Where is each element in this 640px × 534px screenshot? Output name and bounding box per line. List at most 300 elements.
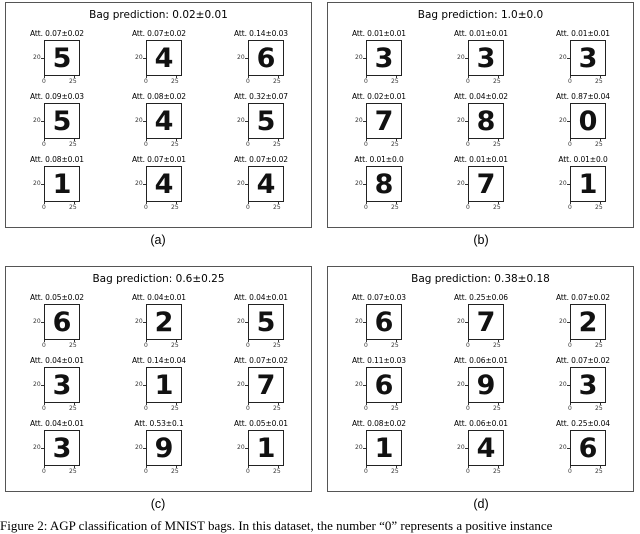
tickmark-x25	[498, 340, 499, 342]
digit-image	[44, 430, 80, 466]
attention-weight-label: Att. 0.11±0.03	[352, 356, 406, 365]
digit-glyph: 6	[374, 369, 394, 401]
tickmark-x0	[44, 466, 45, 468]
digit-image	[146, 166, 182, 202]
x-tick-label-0: 0	[364, 141, 368, 148]
x-tick-label-25: 25	[171, 141, 179, 148]
instance-cell	[210, 92, 312, 155]
tickmark-x0	[570, 466, 571, 468]
x-tick-label-25: 25	[273, 204, 281, 211]
bag-prediction-title: Bag prediction: 0.02±0.01	[89, 9, 228, 21]
x-tick-label-25: 25	[69, 342, 77, 349]
tickmark-x0	[146, 202, 147, 204]
x-tick-label-0: 0	[144, 342, 148, 349]
instance-cell	[108, 419, 210, 482]
tickmark-x0	[570, 340, 571, 342]
tickmark-y	[143, 385, 146, 386]
x-tick-label-0: 0	[466, 468, 470, 475]
x-tick-label-25: 25	[69, 468, 77, 475]
tickmark-x25	[74, 202, 75, 204]
digit-image	[570, 40, 606, 76]
x-tick-label-0: 0	[144, 204, 148, 211]
digit-image	[146, 103, 182, 139]
tickmark-x25	[176, 202, 177, 204]
tickmark-y	[245, 385, 248, 386]
instance-cell	[430, 92, 532, 155]
attention-weight-label: Att. 0.01±0.0	[558, 155, 608, 164]
tickmark-y	[143, 322, 146, 323]
tickmark-y	[245, 121, 248, 122]
y-tick-label: 20	[33, 444, 41, 451]
instance-cell	[328, 92, 430, 155]
tickmark-y	[567, 184, 570, 185]
tickmark-x25	[396, 76, 397, 78]
tickmark-y	[41, 385, 44, 386]
tickmark-x0	[468, 466, 469, 468]
x-tick-label-25: 25	[595, 204, 603, 211]
instance-cell	[210, 155, 312, 218]
tickmark-x0	[146, 139, 147, 141]
x-tick-label-25: 25	[493, 468, 501, 475]
x-tick-label-25: 25	[69, 405, 77, 412]
instance-cell	[532, 155, 634, 218]
tickmark-x0	[146, 340, 147, 342]
tickmark-x25	[278, 403, 279, 405]
tickmark-x0	[248, 202, 249, 204]
digit-glyph: 9	[154, 432, 174, 464]
digit-image	[570, 430, 606, 466]
instance-cell	[6, 92, 108, 155]
tickmark-y	[465, 385, 468, 386]
attention-weight-label: Att. 0.01±0.01	[352, 29, 406, 38]
tickmark-x0	[44, 139, 45, 141]
attention-weight-label: Att. 0.01±0.01	[556, 29, 610, 38]
x-tick-label-25: 25	[69, 78, 77, 85]
tickmark-x0	[366, 202, 367, 204]
tickmark-x0	[146, 466, 147, 468]
x-tick-label-25: 25	[391, 141, 399, 148]
subfigure-label-a: (a)	[150, 233, 166, 247]
digit-glyph: 7	[476, 306, 496, 338]
tickmark-x0	[570, 139, 571, 141]
instance-cell	[430, 155, 532, 218]
digit-glyph: 2	[154, 306, 174, 338]
x-tick-label-0: 0	[364, 468, 368, 475]
tickmark-x0	[44, 340, 45, 342]
tickmark-x0	[366, 403, 367, 405]
x-tick-label-25: 25	[493, 78, 501, 85]
attention-weight-label: Att. 0.07±0.03	[352, 293, 406, 302]
tickmark-x25	[74, 403, 75, 405]
digit-glyph: 6	[578, 432, 598, 464]
digit-glyph: 3	[52, 369, 72, 401]
x-tick-label-25: 25	[493, 342, 501, 349]
digit-glyph: 3	[578, 369, 598, 401]
instance-cell	[108, 293, 210, 356]
y-tick-label: 20	[457, 117, 465, 124]
tickmark-x25	[396, 340, 397, 342]
attention-weight-label: Att. 0.05±0.02	[30, 293, 84, 302]
panel-b	[327, 2, 634, 228]
x-tick-label-25: 25	[595, 468, 603, 475]
digit-glyph: 4	[154, 42, 174, 74]
attention-weight-label: Att. 0.02±0.01	[352, 92, 406, 101]
instance-cell	[6, 155, 108, 218]
digit-image	[468, 367, 504, 403]
x-tick-label-25: 25	[273, 468, 281, 475]
y-tick-label: 20	[33, 381, 41, 388]
attention-weight-label: Att. 0.07±0.02	[30, 29, 84, 38]
digit-glyph: 5	[52, 42, 72, 74]
tickmark-x0	[146, 76, 147, 78]
tickmark-x25	[600, 466, 601, 468]
tickmark-x25	[396, 466, 397, 468]
x-tick-label-0: 0	[364, 78, 368, 85]
x-tick-label-0: 0	[364, 405, 368, 412]
tickmark-y	[465, 58, 468, 59]
tickmark-x0	[248, 466, 249, 468]
y-tick-label: 20	[237, 117, 245, 124]
y-tick-label: 20	[457, 54, 465, 61]
tickmark-x25	[74, 139, 75, 141]
digit-image	[44, 304, 80, 340]
y-tick-label: 20	[33, 117, 41, 124]
tickmark-y	[363, 121, 366, 122]
x-tick-label-0: 0	[246, 141, 250, 148]
attention-weight-label: Att. 0.01±0.0	[354, 155, 404, 164]
digit-glyph: 1	[374, 432, 394, 464]
tickmark-x25	[278, 466, 279, 468]
subfigure-label-d: (d)	[473, 497, 489, 511]
x-tick-label-25: 25	[273, 405, 281, 412]
digit-image	[248, 304, 284, 340]
y-tick-label: 20	[237, 180, 245, 187]
y-tick-label: 20	[237, 54, 245, 61]
tickmark-y	[143, 448, 146, 449]
attention-weight-label: Att. 0.14±0.04	[132, 356, 186, 365]
tickmark-y	[41, 322, 44, 323]
digit-glyph: 4	[154, 105, 174, 137]
instance-cell	[430, 29, 532, 92]
tickmark-x25	[396, 403, 397, 405]
panel-a	[5, 2, 312, 228]
digit-glyph: 4	[256, 168, 276, 200]
y-tick-label: 20	[237, 381, 245, 388]
x-tick-label-25: 25	[391, 405, 399, 412]
instance-grid	[6, 293, 311, 482]
digit-glyph: 1	[256, 432, 276, 464]
digit-image	[248, 430, 284, 466]
attention-weight-label: Att. 0.04±0.02	[454, 92, 508, 101]
instance-cell	[430, 356, 532, 419]
x-tick-label-0: 0	[42, 78, 46, 85]
instance-grid	[6, 29, 311, 218]
digit-image	[248, 40, 284, 76]
tickmark-x0	[570, 76, 571, 78]
panel-d	[327, 266, 634, 492]
x-tick-label-25: 25	[493, 405, 501, 412]
attention-weight-label: Att. 0.14±0.03	[234, 29, 288, 38]
instance-cell	[210, 356, 312, 419]
tickmark-y	[465, 322, 468, 323]
tickmark-y	[41, 184, 44, 185]
tickmark-x25	[600, 202, 601, 204]
tickmark-x0	[146, 403, 147, 405]
tickmark-y	[363, 58, 366, 59]
digit-image	[146, 367, 182, 403]
tickmark-x25	[278, 340, 279, 342]
tickmark-x25	[600, 340, 601, 342]
bag-prediction-title: Bag prediction: 1.0±0.0	[417, 9, 544, 21]
x-tick-label-25: 25	[595, 342, 603, 349]
instance-cell	[210, 419, 312, 482]
bag-prediction-title: Bag prediction: 0.38±0.18	[411, 273, 550, 285]
attention-weight-label: Att. 0.25±0.06	[454, 293, 508, 302]
y-tick-label: 20	[457, 444, 465, 451]
instance-cell	[532, 356, 634, 419]
y-tick-label: 20	[33, 318, 41, 325]
digit-glyph: 7	[256, 369, 276, 401]
y-tick-label: 20	[355, 54, 363, 61]
digit-glyph: 1	[52, 168, 72, 200]
y-tick-label: 20	[355, 444, 363, 451]
tickmark-y	[363, 322, 366, 323]
instance-grid	[328, 29, 633, 218]
tickmark-y	[143, 121, 146, 122]
instance-cell	[328, 293, 430, 356]
y-tick-label: 20	[135, 54, 143, 61]
y-tick-label: 20	[135, 444, 143, 451]
attention-weight-label: Att. 0.07±0.02	[556, 356, 610, 365]
attention-weight-label: Att. 0.07±0.02	[132, 29, 186, 38]
tickmark-y	[143, 58, 146, 59]
y-tick-label: 20	[355, 381, 363, 388]
tickmark-x25	[74, 340, 75, 342]
digit-glyph: 1	[578, 168, 598, 200]
digit-glyph: 1	[154, 369, 174, 401]
digit-glyph: 9	[476, 369, 496, 401]
tickmark-y	[245, 448, 248, 449]
digit-image	[366, 103, 402, 139]
digit-glyph: 3	[476, 42, 496, 74]
tickmark-x0	[468, 403, 469, 405]
instance-cell	[6, 293, 108, 356]
x-tick-label-25: 25	[273, 342, 281, 349]
attention-weight-label: Att. 0.25±0.04	[556, 419, 610, 428]
x-tick-label-25: 25	[171, 405, 179, 412]
x-tick-label-0: 0	[364, 204, 368, 211]
tickmark-x0	[44, 403, 45, 405]
x-tick-label-0: 0	[246, 342, 250, 349]
x-tick-label-0: 0	[568, 78, 572, 85]
attention-weight-label: Att. 0.07±0.02	[556, 293, 610, 302]
x-tick-label-0: 0	[144, 405, 148, 412]
attention-weight-label: Att. 0.08±0.01	[30, 155, 84, 164]
instance-cell	[532, 419, 634, 482]
instance-cell	[6, 356, 108, 419]
digit-image	[570, 166, 606, 202]
tickmark-x25	[278, 76, 279, 78]
x-tick-label-0: 0	[466, 204, 470, 211]
x-tick-label-0: 0	[144, 141, 148, 148]
tickmark-y	[567, 448, 570, 449]
digit-image	[366, 430, 402, 466]
instance-cell	[6, 419, 108, 482]
tickmark-x25	[176, 466, 177, 468]
digit-image	[146, 40, 182, 76]
y-tick-label: 20	[355, 117, 363, 124]
digit-image	[468, 430, 504, 466]
digit-glyph: 7	[374, 105, 394, 137]
attention-weight-label: Att. 0.06±0.01	[454, 356, 508, 365]
tickmark-x0	[570, 403, 571, 405]
x-tick-label-25: 25	[595, 141, 603, 148]
attention-weight-label: Att. 0.07±0.02	[234, 155, 288, 164]
tickmark-y	[465, 448, 468, 449]
digit-glyph: 6	[374, 306, 394, 338]
x-tick-label-0: 0	[466, 342, 470, 349]
digit-image	[468, 40, 504, 76]
digit-image	[44, 166, 80, 202]
x-tick-label-0: 0	[466, 405, 470, 412]
x-tick-label-25: 25	[69, 141, 77, 148]
tickmark-x0	[366, 340, 367, 342]
x-tick-label-0: 0	[568, 204, 572, 211]
tickmark-x25	[498, 403, 499, 405]
digit-glyph: 3	[578, 42, 598, 74]
tickmark-y	[567, 121, 570, 122]
x-tick-label-25: 25	[391, 342, 399, 349]
y-tick-label: 20	[33, 54, 41, 61]
digit-image	[146, 304, 182, 340]
tickmark-x25	[600, 76, 601, 78]
y-tick-label: 20	[457, 180, 465, 187]
digit-image	[44, 367, 80, 403]
x-tick-label-25: 25	[171, 342, 179, 349]
instance-cell	[328, 356, 430, 419]
x-tick-label-25: 25	[171, 204, 179, 211]
attention-weight-label: Att. 0.53±0.1	[134, 419, 184, 428]
digit-glyph: 7	[476, 168, 496, 200]
attention-weight-label: Att. 0.01±0.01	[454, 155, 508, 164]
x-tick-label-0: 0	[246, 468, 250, 475]
y-tick-label: 20	[457, 318, 465, 325]
attention-weight-label: Att. 0.09±0.03	[30, 92, 84, 101]
tickmark-y	[245, 58, 248, 59]
instance-cell	[108, 356, 210, 419]
x-tick-label-0: 0	[42, 405, 46, 412]
tickmark-x0	[366, 76, 367, 78]
x-tick-label-25: 25	[391, 468, 399, 475]
y-tick-label: 20	[135, 117, 143, 124]
attention-weight-label: Att. 0.04±0.01	[30, 419, 84, 428]
y-tick-label: 20	[559, 444, 567, 451]
x-tick-label-0: 0	[364, 342, 368, 349]
x-tick-label-0: 0	[568, 468, 572, 475]
y-tick-label: 20	[355, 318, 363, 325]
instance-cell	[6, 29, 108, 92]
instance-cell	[532, 29, 634, 92]
instance-cell	[430, 419, 532, 482]
tickmark-x25	[176, 403, 177, 405]
y-tick-label: 20	[559, 117, 567, 124]
tickmark-x25	[74, 466, 75, 468]
x-tick-label-0: 0	[568, 405, 572, 412]
y-tick-label: 20	[33, 180, 41, 187]
digit-image	[248, 367, 284, 403]
tickmark-x0	[44, 202, 45, 204]
digit-image	[468, 103, 504, 139]
x-tick-label-0: 0	[42, 342, 46, 349]
instance-grid	[328, 293, 633, 482]
attention-weight-label: Att. 0.04±0.01	[30, 356, 84, 365]
instance-cell	[210, 293, 312, 356]
tickmark-x0	[468, 202, 469, 204]
x-tick-label-0: 0	[246, 78, 250, 85]
figure-caption: Figure 2: AGP classification of MNIST bags. In this dataset, the number “0” represents a positive instance	[0, 518, 553, 533]
x-tick-label-0: 0	[466, 78, 470, 85]
tickmark-x25	[278, 202, 279, 204]
x-tick-label-25: 25	[391, 204, 399, 211]
digit-image	[366, 304, 402, 340]
tickmark-x25	[498, 202, 499, 204]
instance-cell	[430, 293, 532, 356]
digit-glyph: 6	[52, 306, 72, 338]
subfigure-label-b: (b)	[473, 233, 489, 247]
tickmark-y	[245, 184, 248, 185]
digit-glyph: 3	[52, 432, 72, 464]
attention-weight-label: Att. 0.07±0.01	[132, 155, 186, 164]
digit-glyph: 2	[578, 306, 598, 338]
x-tick-label-25: 25	[595, 78, 603, 85]
tickmark-y	[363, 184, 366, 185]
digit-glyph: 5	[52, 105, 72, 137]
tickmark-x0	[468, 340, 469, 342]
digit-image	[468, 304, 504, 340]
attention-weight-label: Att. 0.32±0.07	[234, 92, 288, 101]
digit-image	[570, 367, 606, 403]
attention-weight-label: Att. 0.01±0.01	[454, 29, 508, 38]
digit-image	[366, 166, 402, 202]
tickmark-x25	[600, 403, 601, 405]
tickmark-x25	[176, 76, 177, 78]
digit-glyph: 0	[578, 105, 598, 137]
y-tick-label: 20	[237, 444, 245, 451]
instance-cell	[108, 29, 210, 92]
x-tick-label-0: 0	[144, 468, 148, 475]
tickmark-x25	[498, 139, 499, 141]
instance-cell	[210, 29, 312, 92]
subfigure-label-c: (c)	[150, 497, 166, 511]
digit-glyph: 8	[374, 168, 394, 200]
x-tick-label-25: 25	[171, 468, 179, 475]
tickmark-x0	[468, 76, 469, 78]
y-tick-label: 20	[237, 318, 245, 325]
tickmark-y	[567, 58, 570, 59]
x-tick-label-25: 25	[493, 141, 501, 148]
x-tick-label-25: 25	[391, 78, 399, 85]
tickmark-x25	[396, 202, 397, 204]
digit-glyph: 4	[154, 168, 174, 200]
y-tick-label: 20	[457, 381, 465, 388]
tickmark-y	[465, 184, 468, 185]
x-tick-label-25: 25	[69, 204, 77, 211]
tickmark-x25	[498, 76, 499, 78]
instance-cell	[328, 155, 430, 218]
x-tick-label-25: 25	[493, 204, 501, 211]
attention-weight-label: Att. 0.08±0.02	[132, 92, 186, 101]
tickmark-y	[41, 448, 44, 449]
